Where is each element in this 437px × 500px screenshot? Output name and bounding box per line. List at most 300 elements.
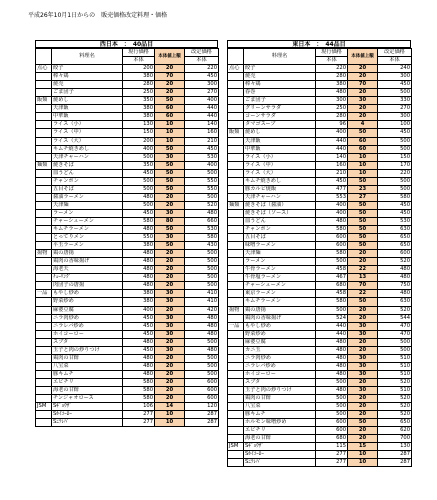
dish-name-cell: 焼めし bbox=[52, 97, 123, 105]
price-increase-cell: 30 bbox=[348, 354, 378, 362]
new-price-cell: 240 bbox=[378, 65, 412, 73]
price-increase-cell: 30 bbox=[348, 386, 378, 394]
dish-name-cell: スブタ bbox=[52, 338, 123, 346]
price-increase-cell: 60 bbox=[155, 105, 185, 113]
new-price-cell: 750 bbox=[378, 282, 412, 290]
new-price-cell: 600 bbox=[185, 395, 219, 403]
price-increase-cell: 30 bbox=[348, 330, 378, 338]
dish-name-cell: 中華飯 bbox=[52, 113, 123, 121]
current-price-cell: 450 bbox=[123, 169, 155, 177]
current-price-cell: 480 bbox=[123, 193, 155, 201]
price-increase-cell: 4 bbox=[348, 121, 378, 129]
current-price-cell: 200 bbox=[123, 65, 155, 73]
price-increase-cell: 20 bbox=[155, 89, 185, 97]
price-increase-cell: 20 bbox=[348, 113, 378, 121]
new-price-cell: 120 bbox=[185, 403, 219, 411]
dish-name-cell: 麻婆豆腐 bbox=[52, 306, 123, 314]
price-increase-cell: 50 bbox=[348, 129, 378, 137]
category-cell bbox=[36, 217, 52, 225]
current-price-cell: 280 bbox=[123, 81, 155, 89]
category-cell bbox=[36, 274, 52, 282]
category-cell bbox=[228, 282, 244, 290]
category-cell bbox=[228, 459, 244, 467]
dish-name-cell: ﾁｭｰﾘﾝｸﾞ bbox=[52, 274, 123, 282]
table-row bbox=[228, 234, 412, 242]
table-row bbox=[36, 282, 219, 290]
category-cell bbox=[228, 419, 244, 427]
dish-name-cell: 皿うどん bbox=[244, 217, 316, 225]
current-price-cell: 277 bbox=[123, 411, 155, 419]
dish-name-cell: チャーシューメン bbox=[52, 217, 123, 225]
price-increase-cell: 10 bbox=[155, 129, 185, 137]
current-price-cell: 210 bbox=[316, 169, 348, 177]
category-cell bbox=[228, 258, 244, 266]
current-price-cell: 106 bbox=[123, 403, 155, 411]
category-cell bbox=[36, 145, 52, 153]
price-increase-cell: 20 bbox=[348, 403, 378, 411]
current-price-cell: 480 bbox=[123, 354, 155, 362]
current-price-cell: 450 bbox=[123, 322, 155, 330]
current-price-cell: 160 bbox=[316, 161, 348, 169]
category-cell bbox=[36, 81, 52, 89]
current-price-cell: 400 bbox=[316, 209, 348, 217]
current-price-cell: 480 bbox=[316, 89, 348, 97]
current-price-cell: 280 bbox=[316, 113, 348, 121]
current-price-cell: 400 bbox=[316, 201, 348, 209]
category-cell bbox=[228, 298, 244, 306]
dish-name-cell: 鶏肉の甘酢 bbox=[244, 395, 316, 403]
dish-name-cell: 牛骨塩ラーメン bbox=[244, 274, 316, 282]
price-increase-cell: 10 bbox=[348, 459, 378, 467]
new-price-cell: 330 bbox=[378, 97, 412, 105]
price-increase-cell: 50 bbox=[155, 177, 185, 185]
table-row bbox=[36, 73, 219, 81]
category-cell bbox=[36, 226, 52, 234]
dish-name-cell: 野菜炒め bbox=[52, 298, 123, 306]
east-header-current: 現行価格 bbox=[316, 49, 348, 57]
table-row bbox=[228, 435, 412, 443]
table-row bbox=[228, 113, 412, 121]
price-increase-cell: 20 bbox=[155, 258, 185, 266]
price-increase-cell: 20 bbox=[155, 370, 185, 378]
dish-name-cell: 海老の甘酢 bbox=[244, 435, 316, 443]
price-increase-cell: 70 bbox=[348, 282, 378, 290]
current-price-cell: 500 bbox=[316, 258, 348, 266]
dish-name-cell: 天津麺 bbox=[52, 201, 123, 209]
new-price-cell: 500 bbox=[185, 169, 219, 177]
price-increase-cell: 20 bbox=[348, 65, 378, 73]
category-cell bbox=[228, 386, 244, 394]
price-increase-cell: 50 bbox=[348, 242, 378, 250]
price-increase-cell: 20 bbox=[348, 306, 378, 314]
west-header-current-sub: 本体 bbox=[123, 57, 155, 65]
category-cell bbox=[228, 89, 244, 97]
category-cell bbox=[36, 185, 52, 193]
current-price-cell: 380 bbox=[123, 105, 155, 113]
table-row bbox=[228, 282, 412, 290]
current-price-cell: 440 bbox=[316, 322, 348, 330]
table-row bbox=[228, 451, 412, 459]
table-row bbox=[36, 274, 219, 282]
current-price-cell: 458 bbox=[316, 290, 348, 298]
new-price-cell: 500 bbox=[378, 185, 412, 193]
category-cell bbox=[36, 113, 52, 121]
dish-name-cell: ホルモン味噌炒め bbox=[244, 419, 316, 427]
current-price-cell: 550 bbox=[123, 234, 155, 242]
table-row bbox=[36, 169, 219, 177]
west-header-new: 改定価格 bbox=[185, 49, 219, 57]
category-cell bbox=[228, 105, 244, 113]
category-cell bbox=[36, 137, 52, 145]
dish-name-cell: 東京ラーメン bbox=[244, 290, 316, 298]
new-price-cell: 440 bbox=[185, 113, 219, 121]
current-price-cell: 450 bbox=[123, 314, 155, 322]
price-increase-cell: 70 bbox=[348, 81, 378, 89]
current-price-cell: 380 bbox=[123, 73, 155, 81]
table-row bbox=[228, 97, 412, 105]
dish-name-cell: ライス（小） bbox=[52, 121, 123, 129]
category-cell: 点心 bbox=[228, 65, 244, 73]
dish-name-cell: 豚カルビ焼飯 bbox=[244, 185, 316, 193]
new-price-cell: 510 bbox=[378, 370, 412, 378]
new-price-cell: 500 bbox=[185, 338, 219, 346]
table-row bbox=[228, 129, 412, 137]
current-price-cell: 450 bbox=[123, 346, 155, 354]
price-increase-cell: 80 bbox=[155, 217, 185, 225]
price-increase-cell: 50 bbox=[155, 145, 185, 153]
category-cell bbox=[36, 419, 52, 427]
new-price-cell: 300 bbox=[378, 113, 412, 121]
dish-name-cell: 牛骨ラーメン bbox=[244, 266, 316, 274]
table-row bbox=[228, 370, 412, 378]
category-cell bbox=[228, 226, 244, 234]
current-price-cell: 480 bbox=[123, 338, 155, 346]
new-price-cell: 500 bbox=[185, 258, 219, 266]
table-row bbox=[228, 274, 412, 282]
category-cell bbox=[228, 217, 244, 225]
dish-name-cell: 天津麺 bbox=[244, 250, 316, 258]
table-row bbox=[228, 226, 412, 234]
table-row bbox=[228, 459, 412, 467]
category-cell bbox=[36, 354, 52, 362]
dish-name-cell: キムチラーメン bbox=[244, 298, 316, 306]
category-cell bbox=[228, 411, 244, 419]
category-cell bbox=[228, 113, 244, 121]
new-price-cell: 510 bbox=[378, 354, 412, 362]
new-price-cell: 150 bbox=[378, 153, 412, 161]
price-increase-cell: 30 bbox=[155, 298, 185, 306]
current-price-cell: 480 bbox=[316, 362, 348, 370]
table-row bbox=[228, 153, 412, 161]
category-cell bbox=[228, 330, 244, 338]
category-cell bbox=[228, 193, 244, 201]
table-row bbox=[228, 137, 412, 145]
category-cell bbox=[36, 234, 52, 242]
table-row bbox=[36, 121, 219, 129]
new-price-cell: 450 bbox=[378, 81, 412, 89]
new-price-cell: 520 bbox=[378, 395, 412, 403]
price-increase-cell: 60 bbox=[348, 145, 378, 153]
category-cell bbox=[36, 177, 52, 185]
price-increase-cell: 50 bbox=[155, 161, 185, 169]
dish-name-cell: Sﾎｲｺｰﾛｰ bbox=[52, 411, 123, 419]
price-increase-cell: 10 bbox=[348, 451, 378, 459]
table-row bbox=[36, 378, 219, 386]
table-row bbox=[36, 386, 219, 394]
dish-name-cell: コーンサラダ bbox=[244, 113, 316, 121]
current-price-cell: 467 bbox=[316, 274, 348, 282]
current-price-cell: 140 bbox=[316, 153, 348, 161]
category-cell bbox=[228, 81, 244, 89]
table-row bbox=[36, 250, 219, 258]
category-cell bbox=[228, 427, 244, 435]
price-increase-cell: 30 bbox=[155, 322, 185, 330]
new-price-cell: 500 bbox=[185, 193, 219, 201]
dish-name-cell: ライス（大） bbox=[244, 169, 316, 177]
dish-name-cell: 春巻 bbox=[244, 89, 316, 97]
new-price-cell: 520 bbox=[378, 411, 412, 419]
new-price-cell: 510 bbox=[378, 386, 412, 394]
dish-name-cell: もやし炒め bbox=[244, 322, 316, 330]
dish-name-cell: Sｷﾞｮｳｻﾞ bbox=[244, 443, 316, 451]
new-price-cell: 500 bbox=[185, 266, 219, 274]
current-price-cell: 350 bbox=[123, 97, 155, 105]
dish-name-cell: 野菜炒め bbox=[244, 330, 316, 338]
current-price-cell: 500 bbox=[316, 378, 348, 386]
price-increase-cell: 20 bbox=[155, 250, 185, 258]
dish-name-cell: ごま団子 bbox=[244, 97, 316, 105]
current-price-cell: 480 bbox=[316, 370, 348, 378]
current-price-cell: 458 bbox=[316, 266, 348, 274]
category-cell: 麺類 bbox=[36, 161, 52, 169]
dish-name-cell: ニラレバ炒め bbox=[244, 362, 316, 370]
category-cell bbox=[228, 403, 244, 411]
new-price-cell: 480 bbox=[378, 274, 412, 282]
category-cell bbox=[36, 395, 52, 403]
dish-name-cell: 棒々鶏 bbox=[244, 81, 316, 89]
east-panel-title: 東日本 ： 44品目 bbox=[227, 40, 411, 48]
new-price-cell: 650 bbox=[378, 419, 412, 427]
category-cell: 麺類 bbox=[228, 201, 244, 209]
price-increase-cell: 27 bbox=[348, 193, 378, 201]
table-row bbox=[228, 427, 412, 435]
category-cell bbox=[228, 137, 244, 145]
dish-name-cell: 玉子と肉の炒りつけ bbox=[52, 346, 123, 354]
current-price-cell: 600 bbox=[316, 234, 348, 242]
east-header-name: 料理名 bbox=[244, 49, 316, 65]
current-price-cell: 440 bbox=[316, 330, 348, 338]
table-row bbox=[228, 290, 412, 298]
new-price-cell: 130 bbox=[378, 443, 412, 451]
table-row bbox=[36, 226, 219, 234]
table-row bbox=[228, 354, 412, 362]
table-row bbox=[36, 330, 219, 338]
price-increase-cell: 50 bbox=[348, 298, 378, 306]
dish-name-cell: 皿うどん bbox=[52, 169, 123, 177]
new-price-cell: 480 bbox=[185, 330, 219, 338]
price-increase-cell: 20 bbox=[155, 362, 185, 370]
new-price-cell: 520 bbox=[378, 378, 412, 386]
category-cell: JSM bbox=[36, 403, 52, 411]
table-row bbox=[228, 121, 412, 129]
dish-name-cell: 天津チャーハン bbox=[52, 153, 123, 161]
new-price-cell: 220 bbox=[185, 65, 219, 73]
dish-name-cell: 玉子と肉の炒りつけ bbox=[244, 386, 316, 394]
new-price-cell: 650 bbox=[378, 242, 412, 250]
price-increase-cell: 20 bbox=[155, 338, 185, 346]
current-price-cell: 220 bbox=[316, 65, 348, 73]
dish-name-cell: 棒々鶏 bbox=[52, 73, 123, 81]
price-increase-cell: 20 bbox=[348, 338, 378, 346]
dish-name-cell: 海老天 bbox=[52, 266, 123, 274]
new-price-cell: 287 bbox=[185, 419, 219, 427]
dish-name-cell: ニラ肉炒め bbox=[244, 354, 316, 362]
current-price-cell: 600 bbox=[316, 242, 348, 250]
new-price-cell: 287 bbox=[378, 451, 412, 459]
table-row bbox=[36, 137, 219, 145]
table-row bbox=[36, 370, 219, 378]
east-header-new: 改定価格 bbox=[378, 49, 412, 57]
new-price-cell: 500 bbox=[378, 177, 412, 185]
current-price-cell: 400 bbox=[123, 145, 155, 153]
current-price-cell: 150 bbox=[123, 129, 155, 137]
current-price-cell: 500 bbox=[316, 403, 348, 411]
category-cell bbox=[36, 330, 52, 338]
table-row bbox=[36, 97, 219, 105]
price-increase-cell: 10 bbox=[348, 169, 378, 177]
category-cell bbox=[36, 258, 52, 266]
table-row bbox=[36, 346, 219, 354]
category-cell: 一品 bbox=[36, 290, 52, 298]
dish-name-cell: チャンポン bbox=[244, 226, 316, 234]
new-price-cell: 470 bbox=[378, 322, 412, 330]
table-row bbox=[36, 266, 219, 274]
category-cell bbox=[228, 169, 244, 177]
table-row bbox=[36, 193, 219, 201]
current-price-cell: 380 bbox=[123, 242, 155, 250]
current-price-cell: 115 bbox=[316, 443, 348, 451]
category-cell bbox=[36, 121, 52, 129]
current-price-cell: 450 bbox=[123, 209, 155, 217]
category-cell bbox=[36, 386, 52, 394]
price-increase-cell: 13 bbox=[348, 274, 378, 282]
price-increase-cell: 50 bbox=[348, 177, 378, 185]
table-row bbox=[228, 177, 412, 185]
category-cell: JSM bbox=[228, 443, 244, 451]
new-price-cell: 220 bbox=[378, 169, 412, 177]
new-price-cell: 480 bbox=[185, 209, 219, 217]
table-row bbox=[228, 266, 412, 274]
dish-name-cell: 焼きそば（ソース） bbox=[244, 209, 316, 217]
table-row bbox=[36, 338, 219, 346]
table-row bbox=[36, 411, 219, 419]
table-row bbox=[228, 89, 412, 97]
table-row bbox=[228, 322, 412, 330]
dish-name-cell: キムチ焼きめし bbox=[244, 177, 316, 185]
east-japan-panel bbox=[227, 40, 411, 467]
current-price-cell: 580 bbox=[123, 378, 155, 386]
table-row bbox=[228, 161, 412, 169]
current-price-cell: 250 bbox=[316, 105, 348, 113]
dish-name-cell: 鶏の唐揚 bbox=[52, 250, 123, 258]
category-cell bbox=[36, 306, 52, 314]
current-price-cell: 580 bbox=[316, 226, 348, 234]
new-price-cell: 287 bbox=[378, 459, 412, 467]
current-price-cell: 440 bbox=[316, 137, 348, 145]
table-row bbox=[228, 185, 412, 193]
new-price-cell: 450 bbox=[185, 73, 219, 81]
new-price-cell: 500 bbox=[378, 137, 412, 145]
new-price-cell: 270 bbox=[378, 105, 412, 113]
dish-name-cell: 八宝菜 bbox=[244, 403, 316, 411]
dish-name-cell: 天津チャーハン bbox=[244, 193, 316, 201]
current-price-cell: 440 bbox=[316, 145, 348, 153]
price-increase-cell: 20 bbox=[348, 73, 378, 81]
dish-name-cell: 醤油ラーメン bbox=[52, 193, 123, 201]
price-increase-cell: 10 bbox=[348, 153, 378, 161]
dish-name-cell: 豚キムチ bbox=[244, 411, 316, 419]
category-cell bbox=[36, 242, 52, 250]
dish-name-cell: 海老の甘酢 bbox=[52, 386, 123, 394]
new-price-cell: 100 bbox=[378, 121, 412, 129]
current-price-cell: 480 bbox=[123, 226, 155, 234]
current-price-cell: 280 bbox=[316, 73, 348, 81]
current-price-cell: 600 bbox=[316, 419, 348, 427]
table-row bbox=[228, 250, 412, 258]
new-price-cell: 300 bbox=[378, 73, 412, 81]
dish-name-cell: ライス（小） bbox=[244, 153, 316, 161]
new-price-cell: 480 bbox=[378, 266, 412, 274]
price-increase-cell: 30 bbox=[348, 322, 378, 330]
price-increase-cell: 30 bbox=[155, 314, 185, 322]
new-price-cell: 600 bbox=[378, 250, 412, 258]
new-price-cell: 530 bbox=[185, 226, 219, 234]
current-price-cell: 480 bbox=[316, 338, 348, 346]
category-cell bbox=[228, 435, 244, 443]
category-cell bbox=[228, 177, 244, 185]
table-row bbox=[228, 81, 412, 89]
price-increase-cell: 60 bbox=[348, 137, 378, 145]
price-increase-cell: 20 bbox=[348, 435, 378, 443]
current-price-cell: 480 bbox=[316, 217, 348, 225]
dish-name-cell: 五目そば bbox=[244, 234, 316, 242]
dish-name-cell: ラーメン bbox=[52, 209, 123, 217]
table-row bbox=[36, 105, 219, 113]
price-increase-cell: 20 bbox=[155, 274, 185, 282]
new-price-cell: 600 bbox=[185, 378, 219, 386]
new-price-cell: 544 bbox=[378, 314, 412, 322]
dish-name-cell: チャーシューメン bbox=[244, 282, 316, 290]
category-cell bbox=[228, 145, 244, 153]
table-row bbox=[36, 419, 219, 427]
dish-name-cell: Sﾆﾗﾚﾊﾞ bbox=[52, 419, 123, 427]
category-cell bbox=[36, 346, 52, 354]
current-price-cell: 580 bbox=[316, 250, 348, 258]
category-cell bbox=[228, 354, 244, 362]
price-increase-cell: 50 bbox=[348, 209, 378, 217]
price-increase-cell: 30 bbox=[155, 346, 185, 354]
current-price-cell: 480 bbox=[123, 266, 155, 274]
category-cell bbox=[36, 105, 52, 113]
dish-name-cell: ニラ肉炒め bbox=[52, 314, 123, 322]
dish-name-cell: エビチリ bbox=[244, 427, 316, 435]
dish-name-cell: ラーメン bbox=[244, 258, 316, 266]
current-price-cell: 480 bbox=[123, 274, 155, 282]
category-cell: 飯類 bbox=[36, 97, 52, 105]
price-increase-cell: 30 bbox=[348, 97, 378, 105]
dish-name-cell: ホイコーロー bbox=[52, 330, 123, 338]
price-increase-cell: 20 bbox=[348, 378, 378, 386]
